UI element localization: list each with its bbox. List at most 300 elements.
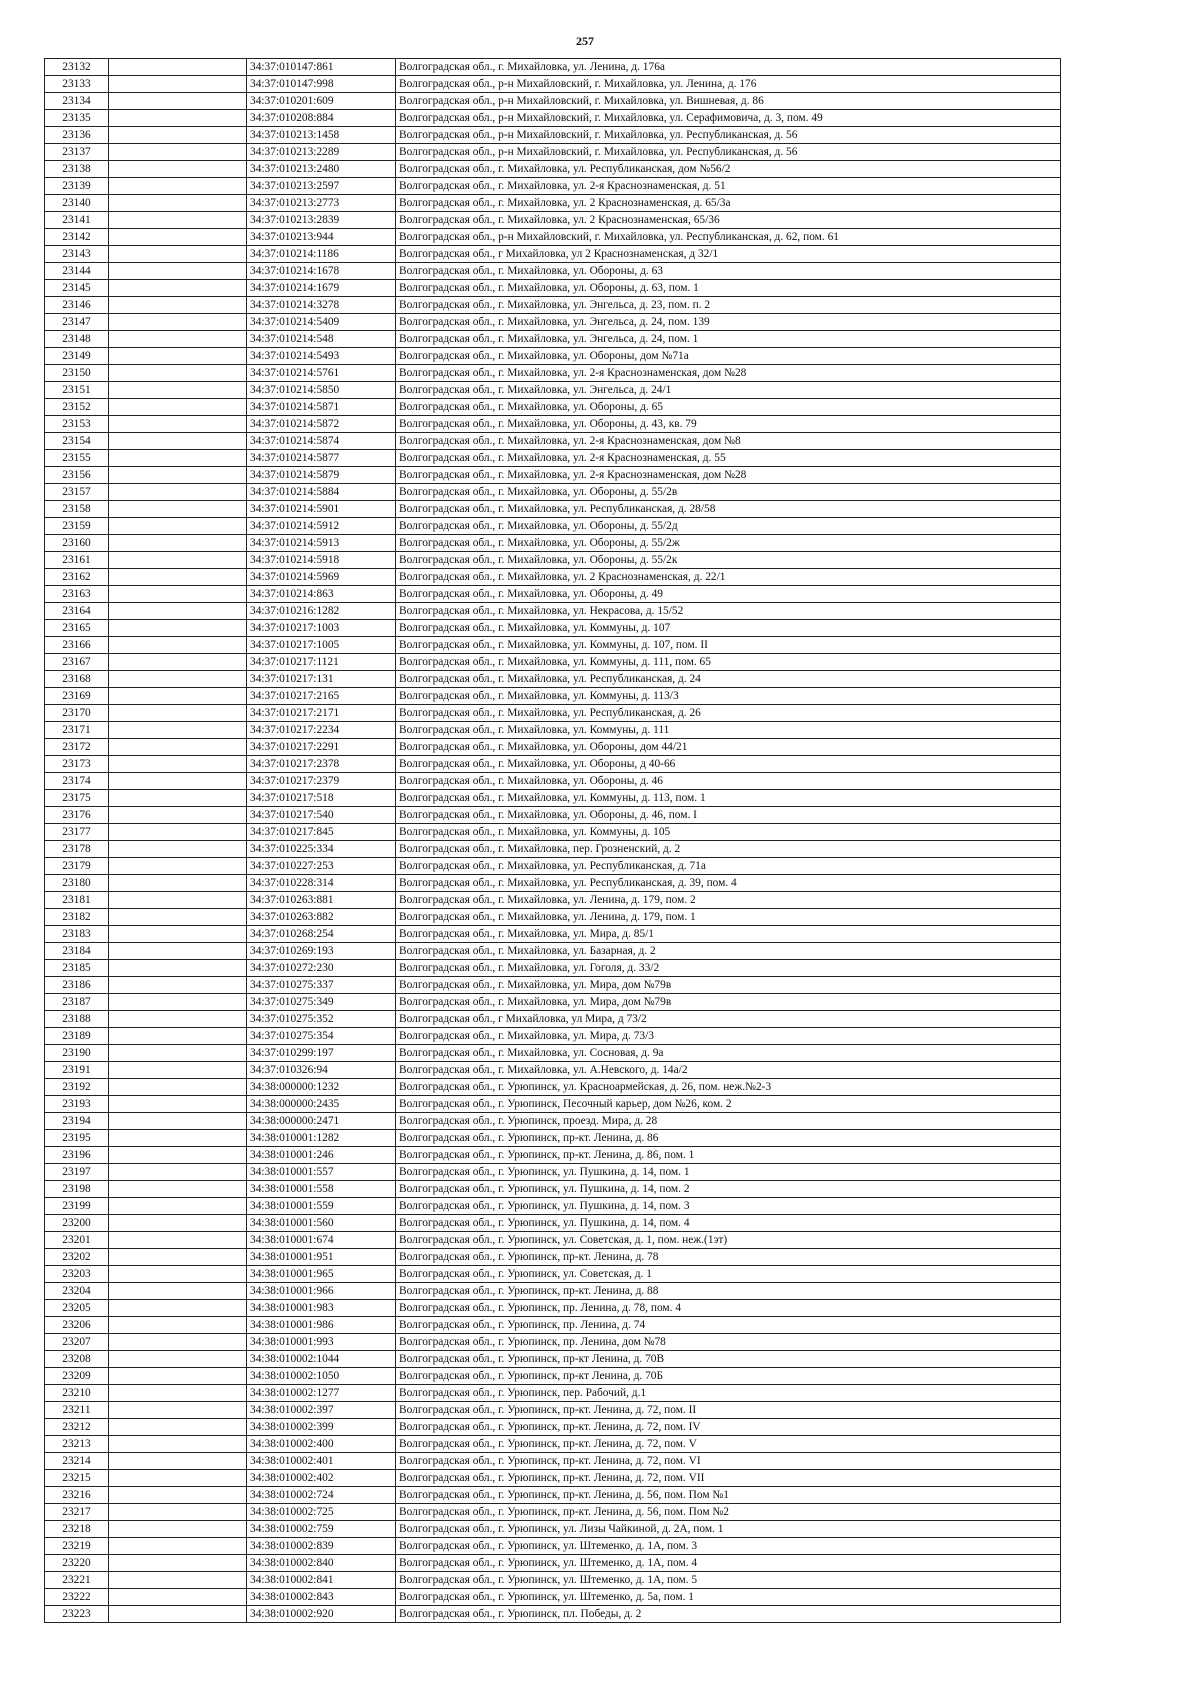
row-number: 23174 [45,773,109,790]
cadastral-number: 34:37:010214:5850 [247,382,396,399]
address: Волгоградская обл., г. Михайловка, ул. Обороны, д. 55/2к [396,552,1061,569]
address: Волгоградская обл., г. Урюпинск, ул. Штеменко, д. 1А, пом. 5 [396,1572,1061,1589]
table-row [45,467,1061,484]
row-number: 23182 [45,909,109,926]
table-row [45,1351,1061,1368]
address: Волгоградская обл., г. Михайловка, ул. Сосновая, д. 9а [396,1045,1061,1062]
address: Волгоградская обл., р-н Михайловский, г. Михайловка, ул. Республиканская, д. 56 [396,127,1061,144]
address: Волгоградская обл., г. Урюпинск, пр-кт. Ленина, д. 72, пом. VII [396,1470,1061,1487]
empty-cell [109,1198,247,1215]
row-number: 23155 [45,450,109,467]
cadastral-number: 34:38:010001:246 [247,1147,396,1164]
address: Волгоградская обл., г. Урюпинск, пл. Победы, д. 2 [396,1606,1061,1623]
row-number: 23216 [45,1487,109,1504]
table-row [45,1606,1061,1623]
address: Волгоградская обл., г. Михайловка, ул. Республиканская, д. 24 [396,671,1061,688]
empty-cell [109,654,247,671]
table-row [45,484,1061,501]
address: Волгоградская обл., г. Урюпинск, пр-кт. Ленина, д. 56, пом. Пом №1 [396,1487,1061,1504]
empty-cell [109,1555,247,1572]
cadastral-number: 34:37:010217:1005 [247,637,396,654]
cadastral-number: 34:37:010213:1458 [247,127,396,144]
row-number: 23199 [45,1198,109,1215]
empty-cell [109,1317,247,1334]
cadastral-number: 34:37:010214:1186 [247,246,396,263]
address: Волгоградская обл., г. Михайловка, ул. Коммуны, д. 113/3 [396,688,1061,705]
empty-cell [109,756,247,773]
empty-cell [109,348,247,365]
row-number: 23206 [45,1317,109,1334]
cadastral-number: 34:38:010001:993 [247,1334,396,1351]
address: Волгоградская обл., г. Урюпинск, пр. Ленина, д. 78, пом. 4 [396,1300,1061,1317]
empty-cell [109,671,247,688]
cadastral-number: 34:37:010228:314 [247,875,396,892]
cadastral-number: 34:37:010147:861 [247,59,396,76]
cadastral-number: 34:37:010213:944 [247,229,396,246]
cadastral-number: 34:37:010201:609 [247,93,396,110]
cadastral-number: 34:37:010208:884 [247,110,396,127]
cadastral-number: 34:38:000000:2471 [247,1113,396,1130]
address: Волгоградская обл., г. Михайловка, ул. Республиканская, д. 39, пом. 4 [396,875,1061,892]
empty-cell [109,943,247,960]
empty-cell [109,1164,247,1181]
table-row [45,858,1061,875]
table-row [45,450,1061,467]
empty-cell [109,280,247,297]
row-number: 23221 [45,1572,109,1589]
cadastral-number: 34:38:010002:839 [247,1538,396,1555]
empty-cell [109,1589,247,1606]
table-row [45,1419,1061,1436]
table-row [45,824,1061,841]
row-number: 23142 [45,229,109,246]
cadastral-number: 34:37:010214:5918 [247,552,396,569]
address: Волгоградская обл., г. Михайловка, ул. 2 Краснознаменская, 65/36 [396,212,1061,229]
empty-cell [109,535,247,552]
row-number: 23158 [45,501,109,518]
address: Волгоградская обл., р-н Михайловский, г. Михайловка, ул. Ленина, д. 176 [396,76,1061,93]
empty-cell [109,297,247,314]
table-row [45,1198,1061,1215]
row-number: 23169 [45,688,109,705]
row-number: 23198 [45,1181,109,1198]
row-number: 23139 [45,178,109,195]
empty-cell [109,705,247,722]
cadastral-number: 34:38:010002:1050 [247,1368,396,1385]
cadastral-number: 34:38:010002:402 [247,1470,396,1487]
empty-cell [109,722,247,739]
address: Волгоградская обл., г. Урюпинск, пр-кт. Ленина, д. 86, пом. 1 [396,1147,1061,1164]
row-number: 23218 [45,1521,109,1538]
row-number: 23154 [45,433,109,450]
address: Волгоградская обл., г. Урюпинск, ул. Пушкина, д. 14, пом. 4 [396,1215,1061,1232]
empty-cell [109,824,247,841]
empty-cell [109,518,247,535]
address: Волгоградская обл., г. Михайловка, ул. Обороны, д. 46 [396,773,1061,790]
row-number: 23175 [45,790,109,807]
row-number: 23163 [45,586,109,603]
cadastral-number: 34:37:010275:337 [247,977,396,994]
address: Волгоградская обл., г. Михайловка, ул. Обороны, дом 44/21 [396,739,1061,756]
empty-cell [109,841,247,858]
cadastral-number: 34:37:010217:2165 [247,688,396,705]
table-row [45,807,1061,824]
row-number: 23189 [45,1028,109,1045]
cadastral-number: 34:38:010001:965 [247,1266,396,1283]
address: Волгоградская обл., р-н Михайловский, г. Михайловка, ул. Республиканская, д. 62, пом. 61 [396,229,1061,246]
row-number: 23153 [45,416,109,433]
table-row [45,773,1061,790]
table-row [45,1232,1061,1249]
address: Волгоградская обл., г. Урюпинск, ул. Красноармейская, д. 26, пом. неж.№2-3 [396,1079,1061,1096]
cadastral-number: 34:38:010001:951 [247,1249,396,1266]
row-number: 23170 [45,705,109,722]
table-row [45,1555,1061,1572]
empty-cell [109,93,247,110]
cadastral-number: 34:37:010214:5913 [247,535,396,552]
cadastral-number: 34:38:010002:724 [247,1487,396,1504]
address: Волгоградская обл., р-н Михайловский, г. Михайловка, ул. Серафимовича, д. 3, пом. 49 [396,110,1061,127]
table-row [45,1572,1061,1589]
cadastral-number: 34:38:010002:401 [247,1453,396,1470]
table-row [45,892,1061,909]
table-row [45,977,1061,994]
table-row [45,1181,1061,1198]
cadastral-number: 34:37:010213:2480 [247,161,396,178]
address: Волгоградская обл., г. Урюпинск, пр-кт. Ленина, д. 88 [396,1283,1061,1300]
row-number: 23210 [45,1385,109,1402]
row-number: 23157 [45,484,109,501]
address: Волгоградская обл., г. Урюпинск, ул. Штеменко, д. 1А, пом. 4 [396,1555,1061,1572]
table-row [45,569,1061,586]
empty-cell [109,1368,247,1385]
empty-cell [109,1232,247,1249]
empty-cell [109,450,247,467]
table-row [45,365,1061,382]
cadastral-number: 34:37:010263:881 [247,892,396,909]
table-row [45,671,1061,688]
table-row [45,1079,1061,1096]
address: Волгоградская обл., г. Михайловка, ул. Республиканская, дом №56/2 [396,161,1061,178]
table-row [45,110,1061,127]
cadastral-number: 34:37:010214:5912 [247,518,396,535]
cadastral-number: 34:37:010213:2839 [247,212,396,229]
table-row [45,1130,1061,1147]
table-row [45,314,1061,331]
row-number: 23184 [45,943,109,960]
address: Волгоградская обл., г. Михайловка, ул. Некрасова, д. 15/52 [396,603,1061,620]
address: Волгоградская обл., г. Урюпинск, пер. Рабочий, д.1 [396,1385,1061,1402]
empty-cell [109,1266,247,1283]
empty-cell [109,1572,247,1589]
address: Волгоградская обл., г. Урюпинск, пр-кт. Ленина, д. 56, пом. Пом №2 [396,1504,1061,1521]
empty-cell [109,1470,247,1487]
empty-cell [109,892,247,909]
table-row [45,1113,1061,1130]
cadastral-number: 34:38:010001:560 [247,1215,396,1232]
address: Волгоградская обл., г. Урюпинск, ул. Советская, д. 1 [396,1266,1061,1283]
empty-cell [109,620,247,637]
row-number: 23207 [45,1334,109,1351]
row-number: 23190 [45,1045,109,1062]
table-row [45,1470,1061,1487]
cadastral-number: 34:37:010214:5872 [247,416,396,433]
cadastral-number: 34:37:010225:334 [247,841,396,858]
row-number: 23201 [45,1232,109,1249]
table-row [45,399,1061,416]
empty-cell [109,144,247,161]
address: Волгоградская обл., г. Урюпинск, пр-кт. Ленина, д. 72, пом. VI [396,1453,1061,1470]
empty-cell [109,1028,247,1045]
row-number: 23185 [45,960,109,977]
row-number: 23146 [45,297,109,314]
table-row [45,841,1061,858]
table-body [45,59,1061,1623]
table-row [45,76,1061,93]
row-number: 23144 [45,263,109,280]
address: Волгоградская обл., г. Урюпинск, ул. Пушкина, д. 14, пом. 1 [396,1164,1061,1181]
address: Волгоградская обл., г. Урюпинск, ул. Советская, д. 1, пом. неж.(1эт) [396,1232,1061,1249]
address: Волгоградская обл., г. Михайловка, ул. Обороны, д. 55/2д [396,518,1061,535]
empty-cell [109,1419,247,1436]
empty-cell [109,1385,247,1402]
cadastral-number: 34:38:010002:725 [247,1504,396,1521]
table-row [45,1011,1061,1028]
cadastral-number: 34:37:010214:5884 [247,484,396,501]
address: Волгоградская обл., г. Михайловка, ул. Ленина, д. 179, пом. 2 [396,892,1061,909]
empty-cell [109,399,247,416]
table-row [45,1504,1061,1521]
row-number: 23145 [45,280,109,297]
table-row [45,518,1061,535]
row-number: 23152 [45,399,109,416]
address: Волгоградская обл., г. Михайловка, ул. 2-я Краснознаменская, д. 55 [396,450,1061,467]
row-number: 23204 [45,1283,109,1300]
table-row [45,790,1061,807]
row-number: 23138 [45,161,109,178]
table-row [45,654,1061,671]
address: Волгоградская обл., г. Михайловка, ул. Обороны, д. 46, пом. I [396,807,1061,824]
cadastral-number: 34:37:010263:882 [247,909,396,926]
table-row [45,1317,1061,1334]
cadastral-number: 34:37:010272:230 [247,960,396,977]
cadastral-number: 34:37:010269:193 [247,943,396,960]
address: Волгоградская обл., г. Михайловка, ул. 2-я Краснознаменская, дом №28 [396,365,1061,382]
cadastral-number: 34:38:010002:759 [247,1521,396,1538]
empty-cell [109,1147,247,1164]
empty-cell [109,1249,247,1266]
address: Волгоградская обл., г. Михайловка, ул. Обороны, д. 55/2ж [396,535,1061,552]
cadastral-number: 34:37:010214:5871 [247,399,396,416]
cadastral-number: 34:37:010216:1282 [247,603,396,620]
row-number: 23149 [45,348,109,365]
row-number: 23211 [45,1402,109,1419]
row-number: 23141 [45,212,109,229]
empty-cell [109,1351,247,1368]
row-number: 23164 [45,603,109,620]
empty-cell [109,909,247,926]
table-row [45,1402,1061,1419]
empty-cell [109,1606,247,1623]
address: Волгоградская обл., г. Михайловка, ул. Энгельса, д. 24, пом. 1 [396,331,1061,348]
cadastral-number: 34:38:010001:558 [247,1181,396,1198]
address: Волгоградская обл., г. Михайловка, пер. Грозненский, д. 2 [396,841,1061,858]
row-number: 23135 [45,110,109,127]
empty-cell [109,1181,247,1198]
cadastral-number: 34:38:000000:2435 [247,1096,396,1113]
cadastral-number: 34:38:010002:400 [247,1436,396,1453]
address: Волгоградская обл., г. Михайловка, ул. Коммуны, д. 111 [396,722,1061,739]
row-number: 23151 [45,382,109,399]
row-number: 23200 [45,1215,109,1232]
row-number: 23148 [45,331,109,348]
cadastral-number: 34:37:010217:2234 [247,722,396,739]
table-row [45,586,1061,603]
cadastral-number: 34:38:010002:920 [247,1606,396,1623]
table-row [45,739,1061,756]
cadastral-number: 34:37:010214:5874 [247,433,396,450]
table-row [45,1521,1061,1538]
row-number: 23147 [45,314,109,331]
address: Волгоградская обл., г. Михайловка, ул. 2 Краснознаменская, д. 65/3а [396,195,1061,212]
row-number: 23214 [45,1453,109,1470]
table-row [45,909,1061,926]
row-number: 23156 [45,467,109,484]
table-row [45,705,1061,722]
empty-cell [109,739,247,756]
cadastral-number: 34:37:010217:540 [247,807,396,824]
cadastral-number: 34:37:010213:2597 [247,178,396,195]
cadastral-number: 34:37:010214:5493 [247,348,396,365]
empty-cell [109,1334,247,1351]
address: Волгоградская обл., г. Урюпинск, пр. Ленина, д. 74 [396,1317,1061,1334]
empty-cell [109,994,247,1011]
address: Волгоградская обл., г. Михайловка, ул. Обороны, д. 55/2в [396,484,1061,501]
empty-cell [109,365,247,382]
address: Волгоградская обл., г Михайловка, ул Мира, д 73/2 [396,1011,1061,1028]
row-number: 23196 [45,1147,109,1164]
cadastral-number: 34:37:010214:1678 [247,263,396,280]
address: Волгоградская обл., р-н Михайловский, г. Михайловка, ул. Вишневая, д. 86 [396,93,1061,110]
cadastral-number: 34:37:010217:2291 [247,739,396,756]
empty-cell [109,110,247,127]
row-number: 23220 [45,1555,109,1572]
table-row [45,127,1061,144]
table-row [45,1368,1061,1385]
empty-cell [109,1130,247,1147]
row-number: 23177 [45,824,109,841]
address: Волгоградская обл., г. Михайловка, ул. Энгельса, д. 23, пом. п. 2 [396,297,1061,314]
address: Волгоградская обл., г. Михайловка, ул. 2 Краснознаменская, д. 22/1 [396,569,1061,586]
cadastral-number: 34:38:010002:841 [247,1572,396,1589]
row-number: 23136 [45,127,109,144]
address: Волгоградская обл., г. Урюпинск, ул. Штеменко, д. 1А, пом. 3 [396,1538,1061,1555]
row-number: 23212 [45,1419,109,1436]
cadastral-number: 34:38:010001:986 [247,1317,396,1334]
address: Волгоградская обл., г. Михайловка, ул. Обороны, дом №71а [396,348,1061,365]
table-row [45,1300,1061,1317]
cadastral-number: 34:37:010214:5409 [247,314,396,331]
empty-cell [109,807,247,824]
empty-cell [109,501,247,518]
address: Волгоградская обл., г. Михайловка, ул. Мира, д. 73/3 [396,1028,1061,1045]
row-number: 23180 [45,875,109,892]
row-number: 23179 [45,858,109,875]
address: Волгоградская обл., г Михайловка, ул 2 Краснознаменская, д 32/1 [396,246,1061,263]
address: Волгоградская обл., г. Михайловка, ул. Ленина, д. 179, пом. 1 [396,909,1061,926]
address: Волгоградская обл., г. Михайловка, ул. 2-я Краснознаменская, д. 51 [396,178,1061,195]
row-number: 23176 [45,807,109,824]
cadastral-number: 34:37:010217:1121 [247,654,396,671]
cadastral-number: 34:37:010217:845 [247,824,396,841]
cadastral-number: 34:37:010214:548 [247,331,396,348]
table-row [45,926,1061,943]
row-number: 23202 [45,1249,109,1266]
table-row [45,1538,1061,1555]
cadastral-number: 34:37:010217:2379 [247,773,396,790]
cadastral-number: 34:37:010217:1003 [247,620,396,637]
cadastral-number: 34:38:010002:397 [247,1402,396,1419]
empty-cell [109,1521,247,1538]
row-number: 23140 [45,195,109,212]
table-row [45,144,1061,161]
empty-cell [109,382,247,399]
address: Волгоградская обл., г. Урюпинск, проезд. Мира, д. 28 [396,1113,1061,1130]
address: Волгоградская обл., г. Михайловка, ул. Базарная, д. 2 [396,943,1061,960]
address: Волгоградская обл., г. Михайловка, ул. Коммуны, д. 107, пом. II [396,637,1061,654]
row-number: 23173 [45,756,109,773]
cadastral-number: 34:37:010268:254 [247,926,396,943]
cadastral-number: 34:37:010214:5761 [247,365,396,382]
table-row [45,59,1061,76]
table-row [45,994,1061,1011]
row-number: 23222 [45,1589,109,1606]
address: Волгоградская обл., г. Михайловка, ул. Обороны, д. 65 [396,399,1061,416]
address: Волгоградская обл., г. Михайловка, ул. Ленина, д. 176а [396,59,1061,76]
cadastral-number: 34:38:010002:1044 [247,1351,396,1368]
empty-cell [109,790,247,807]
row-number: 23132 [45,59,109,76]
table-row [45,263,1061,280]
row-number: 23150 [45,365,109,382]
address: Волгоградская обл., г. Михайловка, ул. 2-я Краснознаменская, дом №8 [396,433,1061,450]
empty-cell [109,960,247,977]
empty-cell [109,246,247,263]
row-number: 23168 [45,671,109,688]
cadastral-number: 34:37:010213:2289 [247,144,396,161]
table-row [45,1028,1061,1045]
address: Волгоградская обл., г. Урюпинск, ул. Пушкина, д. 14, пом. 3 [396,1198,1061,1215]
empty-cell [109,875,247,892]
row-number: 23219 [45,1538,109,1555]
table-row [45,416,1061,433]
cadastral-number: 34:37:010147:998 [247,76,396,93]
row-number: 23133 [45,76,109,93]
empty-cell [109,858,247,875]
empty-cell [109,212,247,229]
empty-cell [109,467,247,484]
row-number: 23188 [45,1011,109,1028]
address: Волгоградская обл., г. Урюпинск, ул. Штеменко, д. 5а, пом. 1 [396,1589,1061,1606]
cadastral-number: 34:37:010214:1679 [247,280,396,297]
row-number: 23205 [45,1300,109,1317]
table-row [45,875,1061,892]
cadastral-number: 34:38:000000:1232 [247,1079,396,1096]
empty-cell [109,1453,247,1470]
table-row [45,1436,1061,1453]
row-number: 23167 [45,654,109,671]
empty-cell [109,1300,247,1317]
